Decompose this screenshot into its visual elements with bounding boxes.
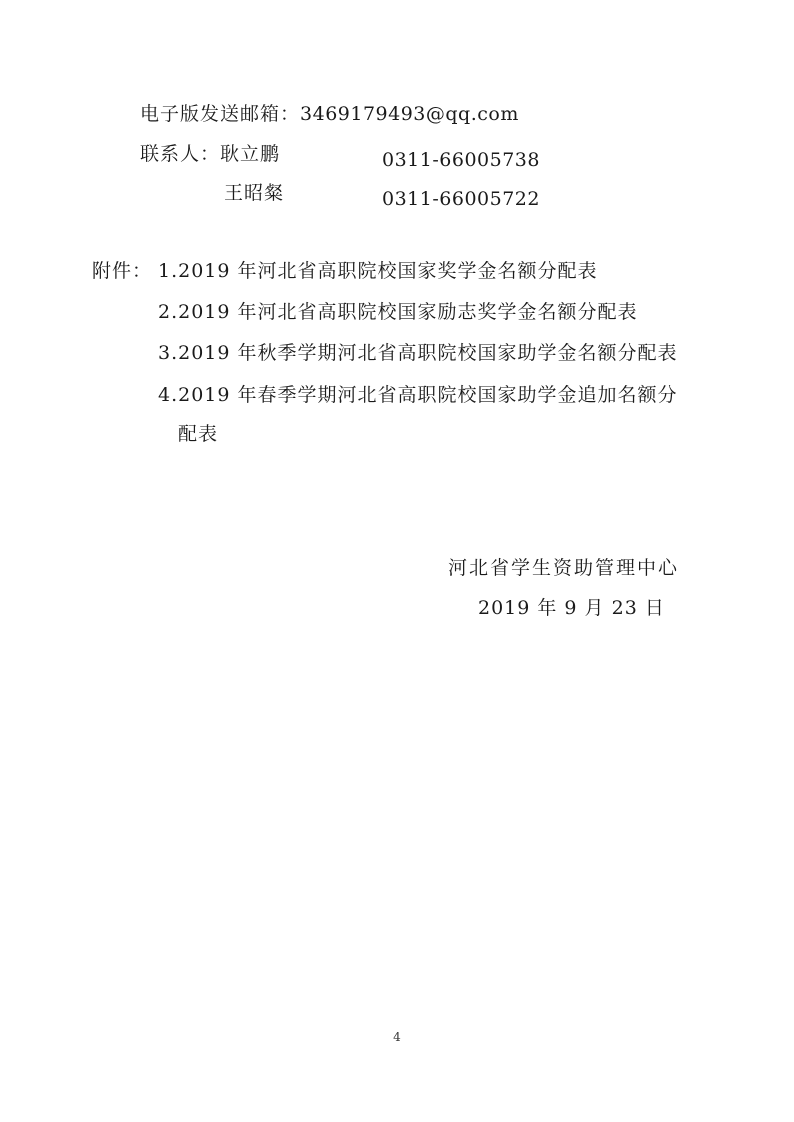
email-line bbox=[140, 101, 519, 127]
page-number: 4 bbox=[393, 1030, 401, 1044]
contact-person-2-name: 王昭粲 bbox=[224, 182, 285, 204]
signature-organization: 河北省学生资助管理中心 bbox=[448, 557, 680, 579]
signature-date: 2019 年 9 月 23 日 bbox=[478, 597, 665, 619]
email-address: 3469179493@qq.com bbox=[300, 103, 519, 125]
contact-line-1 bbox=[140, 141, 540, 171]
attachment-item-4: 4.2019 年春季学期河北省高职院校国家助学金追加名额分 bbox=[158, 384, 678, 406]
contact-line-2 bbox=[224, 180, 540, 210]
contact-person-2-phone: 0311-66005722 bbox=[382, 188, 540, 210]
attachment-item-3: 3.2019 年秋季学期河北省高职院校国家助学金名额分配表 bbox=[158, 342, 678, 364]
attachments-label: 附件： bbox=[92, 260, 153, 282]
attachment-item-1: 1.2019 年河北省高职院校国家奖学金名额分配表 bbox=[158, 260, 598, 282]
contact-person-1-phone: 0311-66005738 bbox=[382, 149, 540, 171]
contact-person-1-name: 耿立鹏 bbox=[220, 143, 281, 165]
contacts-label: 联系人： bbox=[140, 143, 221, 165]
attachment-item-4-continuation: 配表 bbox=[178, 423, 219, 445]
email-label: 电子版发送邮箱： bbox=[140, 103, 301, 125]
attachment-item-2: 2.2019 年河北省高职院校国家励志奖学金名额分配表 bbox=[158, 301, 638, 323]
